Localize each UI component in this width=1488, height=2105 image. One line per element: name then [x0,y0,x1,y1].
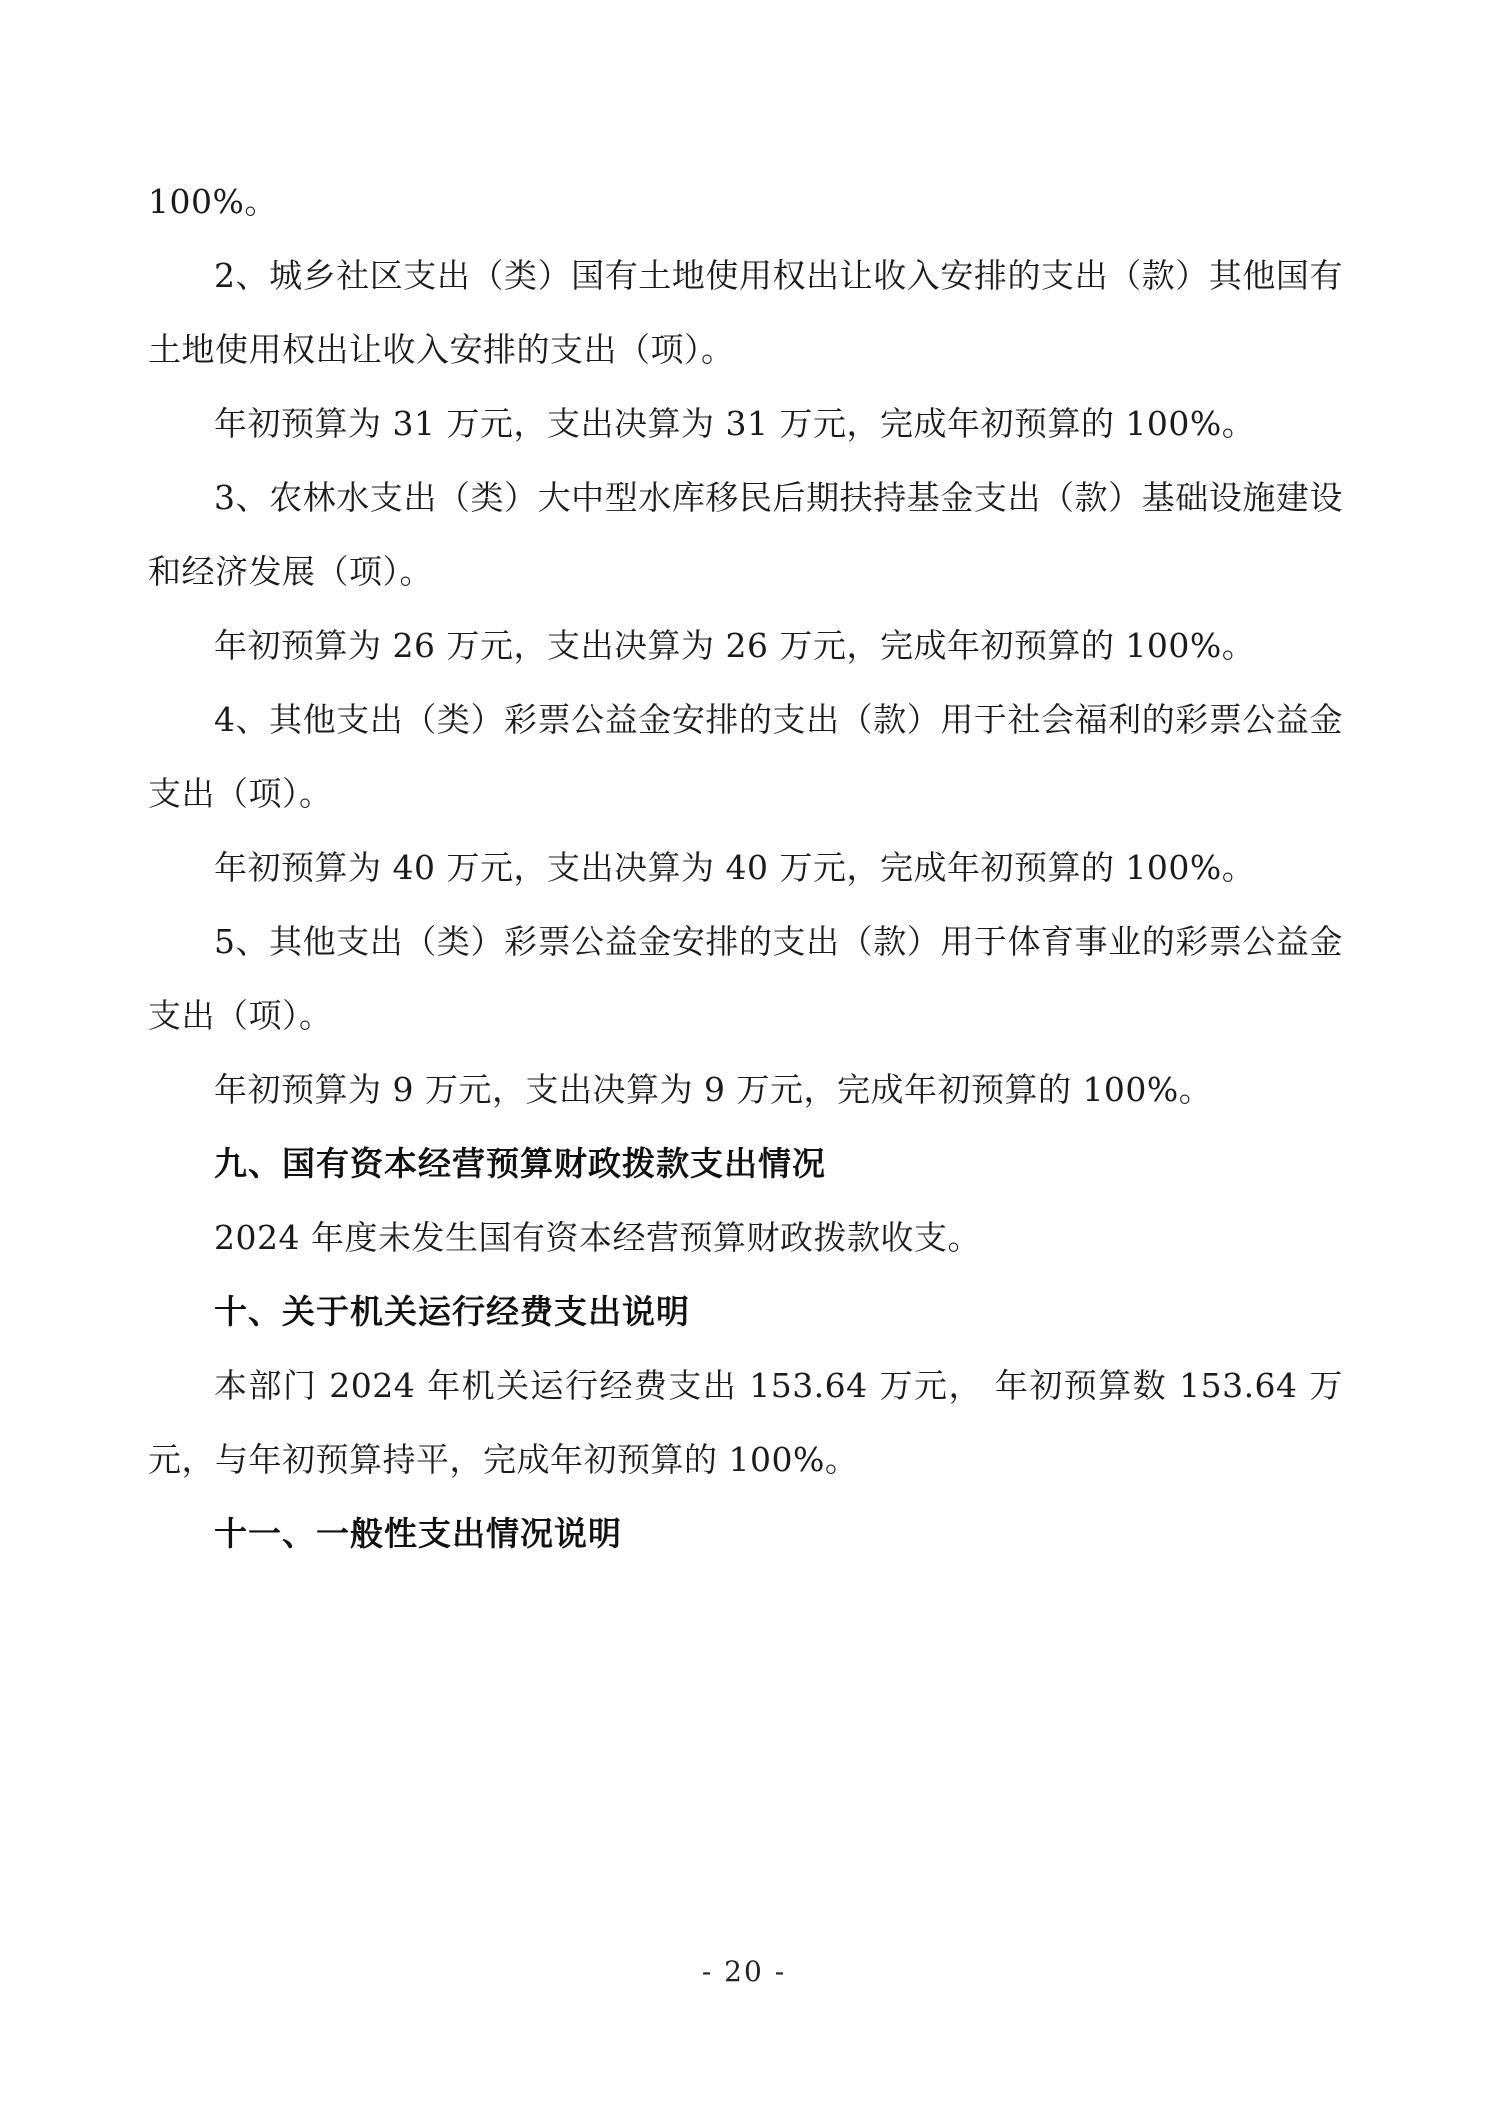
paragraph: 3、农林水支出（类）大中型水库移民后期扶持基金支出（款）基础设施建设和经济发展（项）。 [148,478,1343,591]
section-heading-ten: 十、关于机关运行经费支出说明 [214,1292,690,1331]
section-heading-nine: 九、国有资本经营预算财政拨款支出情况 [214,1144,826,1183]
paragraph: 4、其他支出（类）彩票公益金安排的支出（款）用于社会福利的彩票公益金支出（项）。 [148,700,1343,813]
document-body [148,165,1343,1571]
paragraph: 年初预算为 31 万元，支出决算为 31 万元，完成年初预算的 100%。 [214,404,1256,443]
paragraph: 2024 年度未发生国有资本经营预算财政拨款收支。 [214,1218,981,1257]
page-number: - 20 - [701,1955,787,1988]
paragraph: 年初预算为 26 万元，支出决算为 26 万元，完成年初预算的 100%。 [214,626,1256,665]
section-heading-eleven: 十一、一般性支出情况说明 [214,1514,622,1553]
paragraph: 2、城乡社区支出（类）国有土地使用权出让收入安排的支出（款）其他国有土地使用权出让收入安排的支出（项）。 [148,256,1343,369]
paragraph: 5、其他支出（类）彩票公益金安排的支出（款）用于体育事业的彩票公益金支出（项）。 [148,922,1343,1035]
paragraph: 年初预算为 40 万元，支出决算为 40 万元，完成年初预算的 100%。 [214,848,1256,887]
paragraph: 本部门 2024 年机关运行经费支出 153.64 万元， 年初预算数 153.64 万元，与年初预算持平，完成年初预算的 100%。 [148,1366,1343,1479]
paragraph: 100%。 [148,182,278,221]
paragraph: 年初预算为 9 万元，支出决算为 9 万元，完成年初预算的 100%。 [214,1070,1213,1109]
